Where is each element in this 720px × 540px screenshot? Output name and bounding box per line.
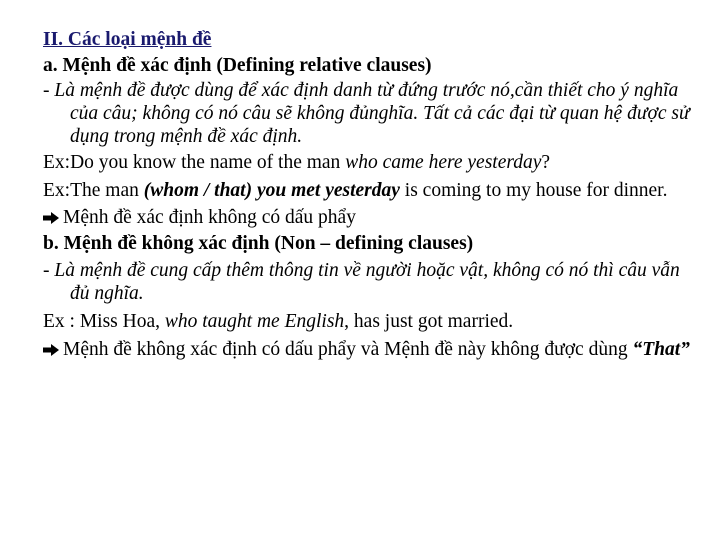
section-b-example [43,309,703,335]
section-a-example-2 [43,179,703,202]
section-b-desc-prefix: - [43,260,55,281]
section-a-description [43,79,703,148]
section-b-desc-text: Là mệnh đề cung cấp thêm thông tin về người hoặc vật, không có nó thì câu vẫn đủ nghĩa. [54,260,680,304]
section-b-ex-italic: who taught me English [164,311,345,332]
section-a-note-text: Mệnh đề xác định không có dấu phẩy [63,207,356,228]
section-b-ex-prefix: Ex : Miss Hoa, [43,311,165,332]
example-2-suffix: is coming to my house for dinner. [399,180,668,201]
section-a-example-1 [43,150,703,176]
section-b-note [43,338,703,361]
example-1-prefix: Ex:Do you know the name of the man [43,152,346,173]
example-2-prefix: Ex:The man [43,180,144,201]
right-arrow-icon [43,205,63,231]
example-1-suffix: ? [541,152,551,173]
section-b-heading: b. Mệnh đề không xác định (Non – defining clauses) [43,233,474,254]
page-title: II. Các loại mệnh đề [43,29,212,50]
section-b-note-that: “That” [632,339,690,360]
section-b-description [43,259,703,305]
section-a-desc-text: Là mệnh đề được dùng để xác định danh từ đứng trước nó,cần thiết cho ý nghĩa của câu; không có nó câu sẽ không đủnghĩa. Tất cả các đại từ quan hệ được sử dụng trong mệnh đề xác định. [54,80,690,147]
right-arrow-icon [43,338,63,361]
example-2-bold-italic: (whom / that) you met yesterday [143,180,400,201]
section-b-ex-suffix: , has just got married. [344,311,514,332]
section-a-heading: a. Mệnh đề xác định (Defining relative clauses) [43,55,432,76]
slide-content [43,27,703,361]
example-1-italic: who came here yesterday [345,152,542,173]
section-title [43,27,703,53]
section-a-desc-prefix: - [43,80,55,101]
section-a-note [43,205,703,231]
section-b-note-text: Mệnh đề không xác định có dấu phẩy và Mệnh đề này không được dùng [63,339,633,360]
